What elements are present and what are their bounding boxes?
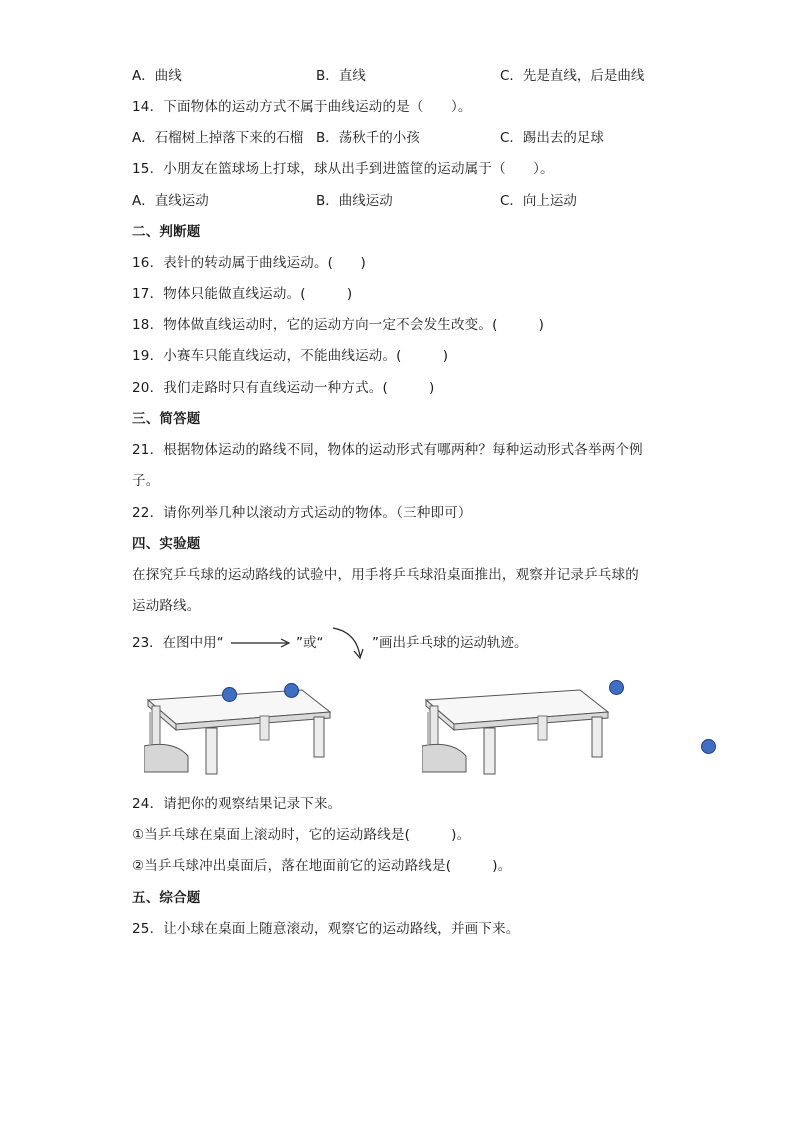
- q17: 17．物体只能做直线运动。( ): [132, 286, 353, 302]
- q24: 24．请把你的观察结果记录下来。: [132, 796, 342, 812]
- q24-part-2: ②当乒乓球冲出桌面后，落在地面前它的运动路线是( )。: [132, 858, 512, 874]
- section-short-answer-heading: 三、简答题: [132, 411, 201, 427]
- q25: 25．让小球在桌面上随意滚动，观察它的运动路线，并画下来。: [132, 921, 520, 937]
- q19: 19．小赛车只能直线运动，不能曲线运动。( ): [132, 348, 449, 364]
- q15-option-a: A．直线运动: [132, 193, 209, 209]
- q15-stem: 15．小朋友在篮球场上打球，球从出手到进篮筐的运动属于（ ）。: [132, 161, 554, 177]
- q15-option-b: B．曲线运动: [316, 193, 393, 209]
- curved-arrow-icon: [330, 624, 370, 664]
- section-comprehensive-heading: 五、综合题: [132, 890, 201, 906]
- q14-stem: 14．下面物体的运动方式不属于曲线运动的是（ ）。: [132, 99, 472, 115]
- q16: 16．表针的转动属于曲线运动。( ): [132, 255, 367, 271]
- q20: 20．我们走路时只有直线运动一种方式。( ): [132, 380, 435, 396]
- q22: 22．请你列举几种以滚动方式运动的物体。（三种即可）: [132, 505, 472, 521]
- experiment-intro-line-2: 运动路线。: [132, 598, 201, 614]
- ping-pong-ball-right-start: [609, 680, 624, 695]
- section-true-false-heading: 二、判断题: [132, 224, 201, 240]
- table-illustration-right: [422, 682, 612, 776]
- ping-pong-ball-left-start: [222, 687, 237, 702]
- q24-part-1: ①当乒乓球在桌面上滚动时，它的运动路线是( )。: [132, 827, 471, 843]
- q21-line-1: 21．根据物体运动的路线不同，物体的运动形式有哪两种？每种运动形式各举两个例: [132, 442, 643, 458]
- q23-suffix: ”画出乒乓球的运动轨迹。: [372, 635, 528, 651]
- table-illustration-left: [144, 682, 334, 776]
- q13-option-b: B．直线: [316, 68, 366, 84]
- q14-option-a: A．石榴树上掉落下来的石榴: [132, 130, 304, 146]
- q21-line-2: 子。: [132, 473, 160, 489]
- section-experiment-heading: 四、实验题: [132, 536, 201, 552]
- ping-pong-ball-right-end: [701, 739, 716, 754]
- q13-option-c: C．先是直线，后是曲线: [500, 68, 645, 84]
- ping-pong-ball-left-end: [284, 683, 299, 698]
- straight-arrow-icon: [229, 636, 295, 650]
- q18: 18．物体做直线运动时，它的运动方向一定不会发生改变。( ): [132, 317, 545, 333]
- q15-option-c: C．向上运动: [500, 193, 577, 209]
- experiment-intro-line-1: 在探究乒乓球的运动路线的试验中，用手将乒乓球沿桌面推出，观察并记录乒乓球的: [132, 567, 639, 583]
- q23-prefix: 23．在图中用“: [132, 635, 224, 651]
- q13-option-a: A．曲线: [132, 68, 182, 84]
- q14-option-c: C．踢出去的足球: [500, 130, 604, 146]
- q23-middle: ”或“: [296, 635, 324, 651]
- q14-option-b: B．荡秋千的小孩: [316, 130, 420, 146]
